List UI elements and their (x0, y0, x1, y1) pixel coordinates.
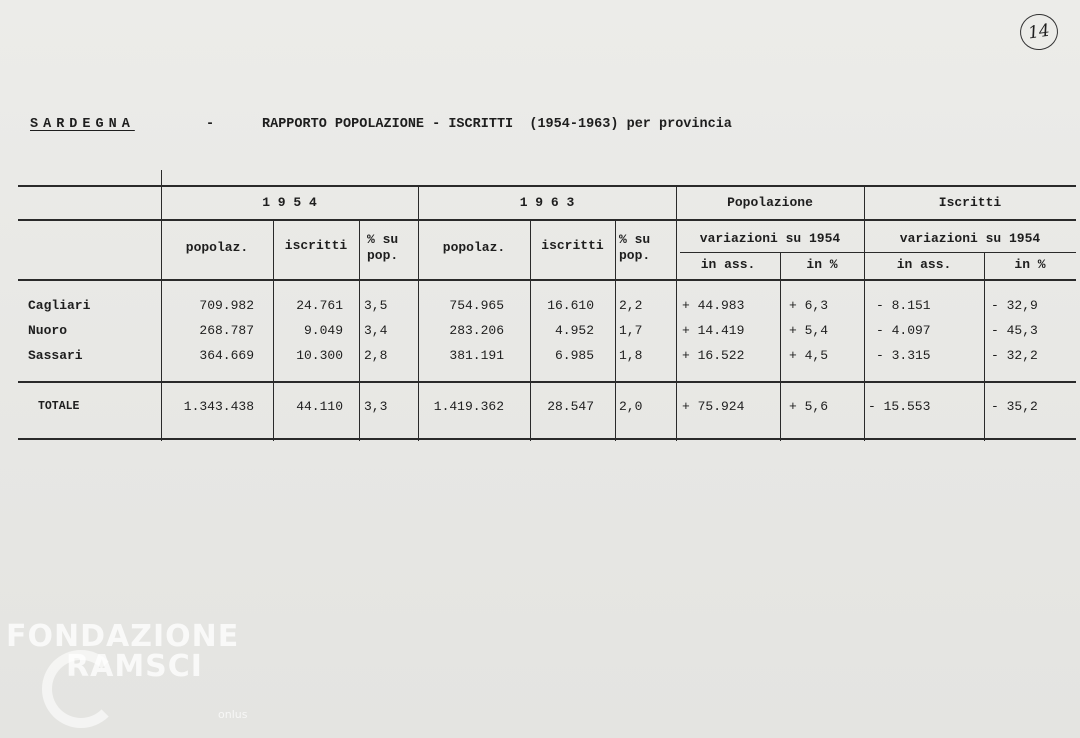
total-pop-ass: + 75.924 (682, 399, 745, 414)
total-pop-pct: + 5,6 (789, 399, 829, 414)
col-in-ass-iscritti: in ass. (896, 257, 952, 272)
cell-pop63: 754.965 (449, 298, 504, 313)
report-title-suffix: per provincia (626, 117, 732, 132)
cell-pop63: 381.191 (449, 348, 504, 363)
col-pop-1954: pop. (367, 248, 399, 263)
cell-isc-pct: - 32,9 (991, 298, 1038, 313)
report-title-years: (1954-1963) (529, 117, 619, 132)
col-popolaz-1963: popolaz. (442, 240, 506, 255)
cell-pop-ass: + 44.983 (682, 298, 745, 313)
page-number: 14 (1018, 12, 1061, 53)
total-pct63: 2,0 (619, 399, 643, 414)
cell-isc54: 10.300 (296, 348, 343, 363)
table-vrule-6 (359, 219, 360, 441)
cell-pop63: 283.206 (449, 323, 504, 338)
total-pop54: 1.343.438 (183, 399, 254, 414)
total-pop63: 1.419.362 (433, 399, 504, 414)
cell-pct63: 1,8 (619, 348, 643, 363)
total-label: TOTALE (38, 400, 80, 413)
col-iscritti-1954: iscritti (284, 238, 348, 253)
total-pct54: 3,3 (364, 399, 388, 414)
cell-isc63: 16.610 (547, 298, 594, 313)
watermark-suffix: onlus (218, 708, 248, 721)
header-1954: 1 9 5 4 (262, 195, 317, 210)
cell-pct63: 1,7 (619, 323, 643, 338)
col-in-pct-iscritti: in % (1014, 257, 1046, 272)
cell-isc63: 4.952 (554, 323, 594, 338)
cell-pct54: 3,5 (364, 298, 388, 313)
cell-isc-pct: - 45,3 (991, 323, 1038, 338)
cell-pop54: 364.669 (199, 348, 254, 363)
cell-isc54: 9.049 (303, 323, 343, 338)
cell-pop-pct: + 5,4 (789, 323, 829, 338)
table-vrule-10 (984, 252, 985, 441)
table-rule-groups (18, 219, 1076, 221)
total-isc-ass: - 15.553 (868, 399, 931, 414)
table-rule-total-top (18, 381, 1076, 383)
heading-dash: - (206, 117, 215, 132)
row-provincia: Cagliari (28, 298, 91, 313)
total-isc-pct: - 35,2 (991, 399, 1038, 414)
cell-isc54: 24.761 (296, 298, 343, 313)
table-rule-variazioni (680, 252, 1076, 253)
header-iscritti: Iscritti (938, 195, 1002, 210)
cell-isc63: 6.985 (554, 348, 594, 363)
cell-isc-ass: - 4.097 (876, 323, 931, 338)
table-rule-top (18, 185, 1076, 187)
table-vrule-9 (780, 252, 781, 441)
table-vrule-4 (864, 185, 865, 441)
header-popolazione: Popolazione (727, 195, 813, 210)
table-vrule-8 (615, 219, 616, 441)
cell-pct63: 2,2 (619, 298, 643, 313)
total-isc54: 44.110 (296, 399, 343, 414)
fondazione-gramsci-watermark (6, 619, 248, 721)
cell-isc-pct: - 32,2 (991, 348, 1038, 363)
table-rule-bottom (18, 438, 1076, 440)
cell-pct54: 3,4 (364, 323, 388, 338)
col-iscritti-1963: iscritti (541, 238, 604, 253)
cell-pop-ass: + 14.419 (682, 323, 745, 338)
col-in-ass-popolazione: in ass. (700, 257, 756, 272)
cell-pop54: 709.982 (199, 298, 254, 313)
cell-pop54: 268.787 (199, 323, 254, 338)
cell-pct54: 2,8 (364, 348, 388, 363)
col-in-pct-popolazione: in % (806, 257, 838, 272)
report-title-prefix: RAPPORTO POPOLAZIONE - ISCRITTI (262, 117, 514, 132)
table-rule-header-bottom (18, 279, 1076, 281)
col-pct-su-1963: % su (619, 232, 651, 247)
header-1963: 1 9 6 3 (519, 195, 575, 210)
col-pct-su-1954: % su (367, 232, 399, 247)
row-provincia: Nuoro (28, 323, 68, 338)
population-table (18, 182, 1076, 442)
col-variazioni-iscritti: variazioni su 1954 (899, 231, 1041, 246)
watermark-line2: RAMSCI (66, 649, 203, 684)
table-vrule-3 (676, 185, 677, 441)
watermark-line1: FONDAZIONE (6, 619, 240, 654)
cell-pop-pct: + 6,3 (789, 298, 829, 313)
cell-pop-pct: + 4,5 (789, 348, 829, 363)
region-name: SARDEGNA (30, 117, 135, 132)
report-title (262, 117, 732, 132)
col-pop-1963: pop. (619, 248, 651, 263)
cell-isc-ass: - 3.315 (876, 348, 931, 363)
col-popolaz-1954: popolaz. (185, 240, 249, 255)
cell-pop-ass: + 16.522 (682, 348, 745, 363)
row-provincia: Sassari (28, 348, 83, 363)
col-variazioni-popolazione: variazioni su 1954 (699, 231, 841, 246)
total-isc63: 28.547 (547, 399, 594, 414)
cell-isc-ass: - 8.151 (876, 298, 931, 313)
